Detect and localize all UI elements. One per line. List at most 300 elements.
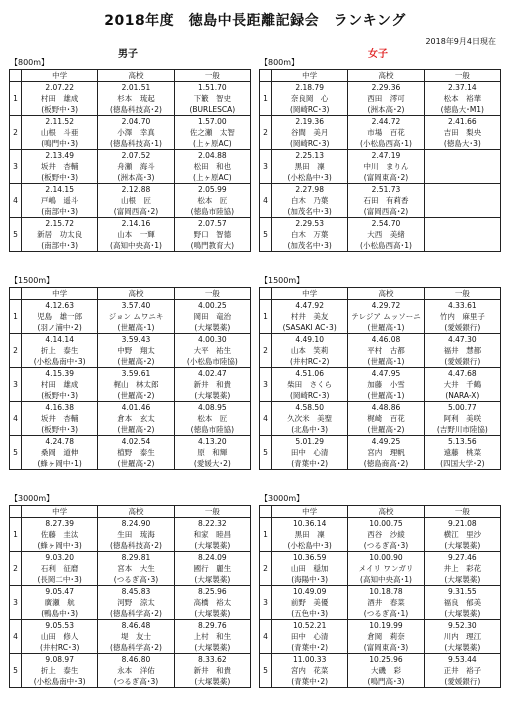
athlete-cell [174,665,250,688]
athlete-team: (愛媛銀行) [444,357,481,366]
athlete-team: (徳島科技高･2) [110,541,162,550]
table-row [10,447,251,470]
athlete-cell [424,229,500,252]
record-time: 9.05.47 [22,586,98,598]
athlete-team: (徳島市陸協) [190,207,234,216]
column-header: 一般 [174,70,250,82]
athlete-cell [348,597,424,620]
table-row [260,620,501,632]
column-header: 高校 [98,506,174,518]
athlete-cell [348,529,424,552]
record-time: 2.15.72 [22,218,98,230]
rank-column-header [260,70,272,82]
record-time: 2.14.16 [98,218,174,230]
athlete-name: 大西 美緒 [367,230,405,239]
athlete-team: (海陽中･3) [291,575,329,584]
ranking-table [9,505,251,688]
record-time: 3.57.40 [98,300,174,312]
record-time: 4.15.39 [22,368,98,380]
athlete-team: (徳島科技高･1) [110,139,162,148]
record-time: 4.13.20 [174,436,250,448]
athlete-name: 中川 まりん [363,162,409,171]
athlete-cell [98,311,174,334]
athlete-name: 西田 澪可 [367,94,405,103]
record-time: 2.44.72 [348,116,424,128]
athlete-cell [424,195,500,218]
athlete-name: 正井 裕子 [443,666,482,675]
record-time: 8.22.32 [174,518,250,530]
athlete-team: (世羅高･1) [367,323,405,332]
record-time: 4.47.95 [348,368,424,380]
rank-number: 1 [260,300,272,334]
athlete-name: 梶崎 百花 [367,414,405,423]
column-header: 一般 [424,70,500,82]
page-title: 2018年度 徳島中長距離記録会 ランキング [104,13,406,29]
record-time: 2.14.15 [22,184,98,196]
table-row [260,563,501,586]
record-time: 8.25.96 [174,586,250,598]
athlete-team: (富岡東高･3) [363,643,409,652]
athlete-cell [98,563,174,586]
athlete-cell [348,127,424,150]
rank-number: 4 [260,184,272,218]
ranking-panel-women [259,493,501,688]
athlete-team: (鴨島中･3) [41,609,79,618]
record-time: 10.00.75 [348,518,424,530]
ranking-panel-men [9,275,251,470]
athlete-team: (つるぎ高･3) [113,677,159,686]
record-time: 8.33.62 [174,654,250,666]
record-time: 2.47.19 [348,150,424,162]
athlete-cell [348,665,424,688]
athlete-team: (南部中･3) [41,241,79,250]
record-time: 2.41.66 [424,116,500,128]
athlete-cell [174,413,250,436]
table-row [260,334,501,346]
athlete-name: 生田 琉海 [117,530,155,539]
table-row [260,116,501,128]
athlete-cell [424,597,500,620]
athlete-team: (吉野川市陸協) [436,425,488,434]
record-time: 4.48.86 [348,402,424,414]
athlete-team: (小松島南中･3) [33,677,86,686]
athlete-name: 大井 千鶴 [443,380,482,389]
athlete-cell [174,93,250,116]
record-time: 10.19.99 [348,620,424,632]
record-time: 2.04.88 [174,150,250,162]
record-time: 2.18.79 [272,82,348,94]
table-row [10,195,251,218]
athlete-team: (蜂ヶ岡中･1) [37,459,82,468]
record-time: 4.02.47 [174,368,250,380]
column-header: 一般 [174,506,250,518]
athlete-cell [174,345,250,368]
athlete-cell [98,529,174,552]
rank-number: 5 [260,654,272,688]
table-row [10,184,251,196]
column-header: 中学 [22,506,98,518]
rank-number: 1 [10,82,22,116]
athlete-cell [348,311,424,334]
record-time: 4.47.68 [424,368,500,380]
athlete-name: 河野 涼太 [117,598,155,607]
table-row [10,161,251,184]
athlete-team: (井村RC･3) [39,643,80,652]
athlete-cell [22,563,98,586]
record-time: 9.53.44 [424,654,500,666]
table-row [260,586,501,598]
athlete-name: 野口 智德 [193,230,232,239]
update-date: 2018年9月4日現在 [425,37,496,46]
record-time: 2.01.51 [98,82,174,94]
athlete-name: 前野 美優 [290,598,329,607]
athlete-cell [348,413,424,436]
table-row [10,311,251,334]
athlete-team: (長岡二中･3) [37,575,82,584]
athlete-team: (徳島科学高･2) [110,609,162,618]
event-label: 【3000m】 [260,494,305,503]
record-time: 2.54.70 [348,218,424,230]
athlete-team: (世羅高･2) [117,425,155,434]
athlete-cell [98,161,174,184]
athlete-name: 倉岡 莉奈 [367,632,405,641]
athlete-name: 和家 睦昌 [193,530,232,539]
table-row [10,368,251,380]
athlete-name: 下籔 智史 [193,94,232,103]
rank-number: 2 [260,334,272,368]
athlete-cell [348,345,424,368]
table-row [10,127,251,150]
athlete-cell [348,447,424,470]
athlete-cell [174,311,250,334]
athlete-team: (四国大学･2) [440,459,485,468]
athlete-name: 村田 雄成 [40,380,79,389]
athlete-name: 吉田 梨央 [443,128,482,137]
athlete-name: 山根 斗亜 [40,128,79,137]
athlete-team: (洲本高･2) [367,105,405,114]
record-time: 5.00.77 [424,402,500,414]
athlete-cell [348,229,424,252]
table-row [260,665,501,688]
athlete-team: (南部中･3) [41,207,79,216]
athlete-cell [424,161,500,184]
athlete-team: (富岡東高･2) [363,173,409,182]
record-time: 4.00.25 [174,300,250,312]
athlete-cell [272,597,348,620]
table-row [260,300,501,312]
table-row [260,93,501,116]
record-time: 2.27.98 [272,184,348,196]
rank-number: 5 [260,218,272,252]
athlete-cell [272,563,348,586]
record-time: 9.03.20 [22,552,98,564]
record-time: 8.46.80 [98,654,174,666]
athlete-cell [174,597,250,620]
event-label: 【3000m】 [10,494,55,503]
athlete-cell [348,379,424,402]
record-time: 2.29.36 [348,82,424,94]
rank-number: 1 [10,518,22,552]
athlete-cell [22,127,98,150]
athlete-name: 黒田 凜 [294,162,325,171]
column-header: 中学 [272,506,348,518]
athlete-team: (つるぎ高･1) [363,609,409,618]
record-time: 5.01.29 [272,436,348,448]
athlete-cell [424,311,500,334]
athlete-cell [174,563,250,586]
table-row [10,345,251,368]
athlete-team: (加茂名中･3) [287,207,332,216]
athlete-team: (世羅高･2) [117,459,155,468]
record-time: 10.49.09 [272,586,348,598]
record-time: 9.52.30 [424,620,500,632]
athlete-name: 堤 友士 [120,632,151,641]
record-time: 4.00.30 [174,334,250,346]
table-row [260,82,501,94]
rank-number: 3 [10,368,22,402]
athlete-name: 福井 慧都 [443,346,482,355]
athlete-name: 山田 穏加 [290,564,329,573]
table-row [260,552,501,564]
athlete-team: (徳島科技高･2) [110,105,162,114]
record-time: 5.13.56 [424,436,500,448]
record-time: 1.57.00 [174,116,250,128]
table-row [10,518,251,530]
table-row [10,597,251,620]
athlete-cell [424,127,500,150]
athlete-name: 坂井 杏輔 [40,162,79,171]
record-time: 9.08.97 [22,654,98,666]
record-time: 4.02.54 [98,436,174,448]
table-row [260,218,501,230]
record-time: 10.00.90 [348,552,424,564]
athlete-cell [98,665,174,688]
athlete-cell [272,665,348,688]
table-row [10,93,251,116]
athlete-team: (大塚製薬) [444,609,481,618]
athlete-cell [174,161,250,184]
table-row [10,620,251,632]
table-row [260,345,501,368]
athlete-team: (NARA-X) [445,391,480,400]
record-time: 8.46.48 [98,620,174,632]
record-time [424,150,500,162]
athlete-cell [22,311,98,334]
rank-column-header [10,70,22,82]
athlete-name: 松本 匠 [197,196,228,205]
athlete-cell [272,529,348,552]
athlete-team: (青葉中･2) [291,459,329,468]
athlete-name: 佐之瀬 太智 [189,128,235,137]
athlete-name: 村田 雄成 [40,94,79,103]
athlete-name: 中野 翔太 [117,346,155,355]
record-time: 8.45.83 [98,586,174,598]
athlete-name: 石田 有莉香 [363,196,409,205]
athlete-name: 白木 万葉 [290,230,329,239]
athlete-name: 田中 心清 [290,632,329,641]
athlete-name: 柴田 さくら [287,380,333,389]
athlete-cell [22,229,98,252]
record-time: 11.00.33 [272,654,348,666]
record-time: 2.07.52 [98,150,174,162]
athlete-name: 谷間 美月 [290,128,329,137]
table-row [10,116,251,128]
table-row [260,631,501,654]
athlete-team: (大塚製薬) [194,575,231,584]
table-row [260,654,501,666]
athlete-name: 戸嶋 遥斗 [40,196,79,205]
record-time: 9.31.55 [424,586,500,598]
record-time: 8.24.09 [174,552,250,564]
record-time: 9.27.46 [424,552,500,564]
athlete-cell [348,161,424,184]
table-row [10,402,251,414]
athlete-team: (大塚製薬) [194,541,231,550]
athlete-name: 折上 泰生 [40,666,79,675]
athlete-team: (高知中央高･1) [110,241,162,250]
column-header: 中学 [22,70,98,82]
record-time: 4.47.92 [272,300,348,312]
table-row [260,597,501,620]
record-time: 2.11.52 [22,116,98,128]
ranking-panel-men [9,57,251,252]
record-time: 2.51.73 [348,184,424,196]
athlete-cell [98,413,174,436]
athlete-cell [424,345,500,368]
athlete-team: (上ヶ原AC) [193,173,232,182]
athlete-team: (世羅高･2) [117,357,155,366]
rank-number: 4 [260,402,272,436]
record-time: 2.29.53 [272,218,348,230]
athlete-team: (大塚製薬) [444,575,481,584]
athlete-team: (板野中･3) [41,391,79,400]
record-time: 4.33.61 [424,300,500,312]
table-row [260,379,501,402]
athlete-name: 市場 百花 [367,128,405,137]
table-row [260,184,501,196]
athlete-cell [174,631,250,654]
record-time: 2.04.70 [98,116,174,128]
athlete-cell [348,93,424,116]
rank-number: 2 [10,334,22,368]
rank-column-header [10,506,22,518]
athlete-name: 阿利 美咲 [443,414,482,423]
athlete-team: (五色中･3) [291,609,329,618]
athlete-team: (加茂名中･3) [287,241,332,250]
female-heading: 女子 [368,49,388,60]
athlete-team: (愛媛銀行) [444,677,481,686]
rank-number: 5 [260,436,272,470]
athlete-name: 高橋 裕太 [193,598,232,607]
athlete-name: 國行 麗生 [193,564,232,573]
table-row [10,82,251,94]
table-row [10,150,251,162]
athlete-name: 松田 和也 [193,162,232,171]
column-header: 高校 [348,70,424,82]
athlete-cell [272,311,348,334]
table-row [260,229,501,252]
column-header: 一般 [424,288,500,300]
athlete-cell [98,597,174,620]
rank-number: 4 [260,620,272,654]
athlete-team: (つるぎ高･3) [113,575,159,584]
athlete-cell [424,379,500,402]
athlete-name: 奈良岡 心 [290,94,329,103]
rank-number: 2 [260,552,272,586]
athlete-name: 福良 郁美 [443,598,482,607]
table-row [260,529,501,552]
athlete-name: 新井 和貴 [193,380,232,389]
athlete-cell [424,447,500,470]
athlete-name: 加藤 小雪 [367,380,405,389]
athlete-cell [22,161,98,184]
athlete-name: 児島 雄一郎 [37,312,83,321]
record-time: 4.14.14 [22,334,98,346]
athlete-cell [424,93,500,116]
athlete-cell [98,631,174,654]
athlete-team: (富岡西高･2) [363,207,409,216]
rank-number: 4 [10,620,22,654]
athlete-name: ジョン ムワニキ [108,312,164,321]
athlete-team: (鳴門高･3) [367,677,405,686]
athlete-team: (大塚製薬) [194,323,231,332]
record-time: 4.47.30 [424,334,500,346]
athlete-name: 宮内 理帆 [367,448,405,457]
rank-number: 2 [10,552,22,586]
athlete-cell [22,597,98,620]
record-time: 8.24.90 [98,518,174,530]
ranking-panel-women [259,275,501,470]
athlete-team: (鳴門中･3) [41,139,79,148]
table-row [10,229,251,252]
column-header: 高校 [98,70,174,82]
athlete-team: (小松島西高･1) [360,139,412,148]
record-time: 4.46.08 [348,334,424,346]
athlete-cell [272,195,348,218]
athlete-cell [98,379,174,402]
athlete-team: (世羅高･1) [117,323,155,332]
athlete-cell [98,345,174,368]
athlete-name: 宮本 大生 [117,564,155,573]
ranking-panel-men [9,493,251,688]
table-row [260,127,501,150]
athlete-team: (小松島中･3) [287,541,332,550]
rank-column-header [10,288,22,300]
athlete-name: テレジア ムッソーニ [351,312,421,321]
record-time: 4.29.72 [348,300,424,312]
athlete-cell [98,229,174,252]
rank-number: 1 [10,300,22,334]
event-label: 【1500m】 [10,276,55,285]
table-row [10,334,251,346]
record-time: 4.24.78 [22,436,98,448]
athlete-name: 横江 里沙 [443,530,482,539]
athlete-team: (羽ノ浦中･2) [37,323,82,332]
athlete-team: (岡崎RC･3) [289,105,330,114]
rank-number: 5 [10,654,22,688]
athlete-name: 久次米 美聖 [287,414,333,423]
column-header: 高校 [348,506,424,518]
athlete-cell [22,195,98,218]
athlete-name: 松本 匠 [197,414,228,423]
record-time: 2.05.99 [174,184,250,196]
column-header: 中学 [22,288,98,300]
athlete-team: (小松島市陸協) [186,357,238,366]
athlete-name: 上村 和生 [193,632,232,641]
table-row [10,300,251,312]
athlete-team: (大塚製薬) [444,541,481,550]
record-time: 8.29.76 [174,620,250,632]
